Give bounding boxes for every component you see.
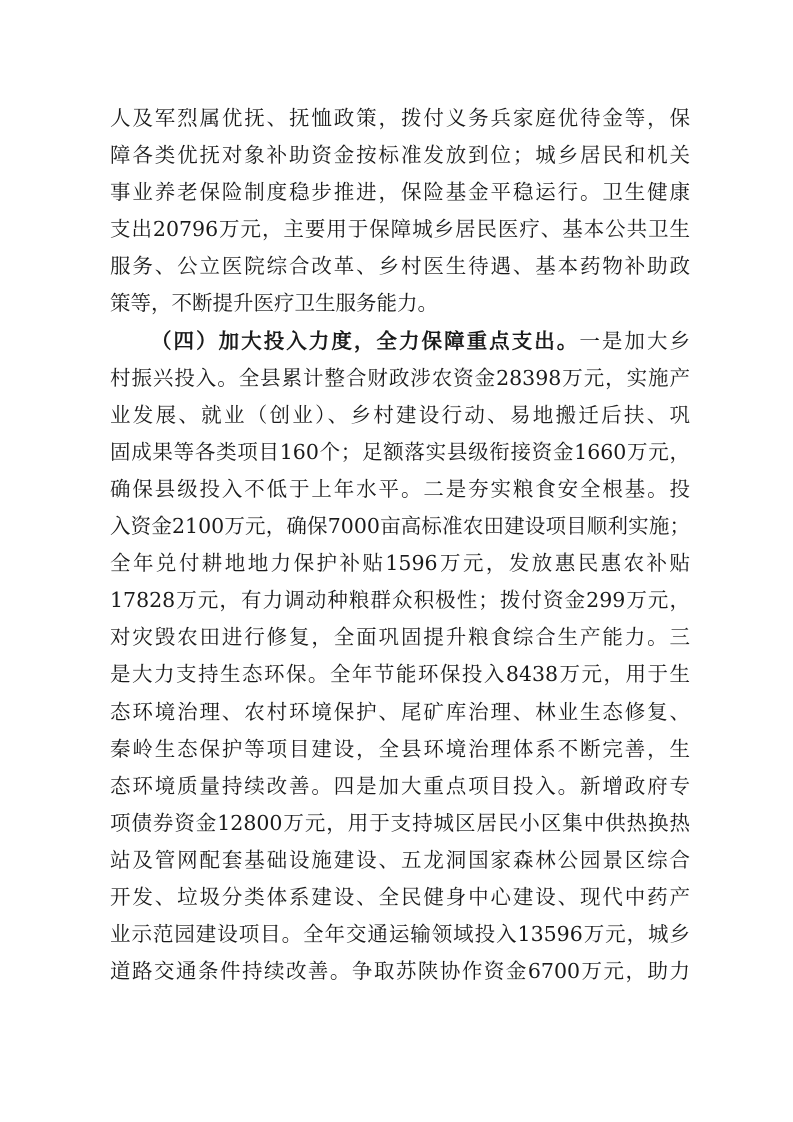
text-line: 策等，不断提升医疗卫生服务能力。 [110,291,438,316]
section-lead: 一是 [579,328,625,353]
text-line: 村振兴投入。全县累计整合财政涉农资金28398万元，实施产 [110,365,690,390]
body-text [110,100,690,990]
text-line: 是大力支持生态环保。全年节能环保投入8438万元，用于生 [110,662,690,687]
text-line: 支出20796万元，主要用于保障城乡居民医疗、基本公共卫生 [110,217,690,242]
text-line: 业发展、就业（创业）、乡村建设行动、易地搬迁后扶、巩 [110,402,690,427]
text-line: 固成果等各类项目160个；足额落实县级衔接资金1660万元， [110,439,690,464]
text-line: 态环境质量持续改善。四是加大重点项目投入。新增政府专 [110,773,690,798]
text-line: 障各类优抚对象补助资金按标准发放到位；城乡居民和机关 [110,143,690,168]
text-line: 17828万元，有力调动种粮群众积极性；拨付资金299万元， [110,588,690,613]
text-line: 态环境治理、农村环境保护、尾矿库治理、林业生态修复、 [110,699,690,724]
text-line: 全年兑付耕地地力保护补贴1596万元，发放惠民惠农补贴 [110,551,690,576]
text-line: 入资金2100万元，确保7000亩高标准农田建设项目顺利实施； [110,514,690,539]
text-line: 道路交通条件持续改善。争取苏陕协作资金6700万元，助力 [110,959,690,984]
text-line: 项债券资金12800万元，用于支持城区居民小区集中供热换热 [110,810,690,835]
text-line: 站及管网配套基础设施建设、五龙洞国家森林公园景区综合 [110,847,690,872]
text-line: 服务、公立医院综合改革、乡村医生待遇、基本药物补助政 [110,254,690,279]
text-line: 人及军烈属优抚、抚恤政策，拨付义务兵家庭优待金等，保 [110,106,690,130]
text-line: 开发、垃圾分类体系建设、全民健身中心建设、现代中药产 [110,884,690,909]
text-line: 事业养老保险制度稳步推进，保险基金平稳运行。卫生健康 [110,180,690,205]
text-line: 加大乡 [624,328,691,353]
section-heading-line [110,323,690,360]
text-line: 业示范园建设项目。全年交通运输领域投入13596万元，城乡 [110,922,690,947]
text-line: 对灾毁农田进行修复，全面巩固提升粮食综合生产能力。三 [110,625,690,650]
text-line: 确保县级投入不低于上年水平。二是夯实粮食安全根基。投 [110,476,690,501]
text-line: 秦岭生态保护等项目建设，全县环境治理体系不断完善，生 [110,736,690,761]
section-heading: （四）加大投入力度，全力保障重点支出。 [151,328,580,353]
